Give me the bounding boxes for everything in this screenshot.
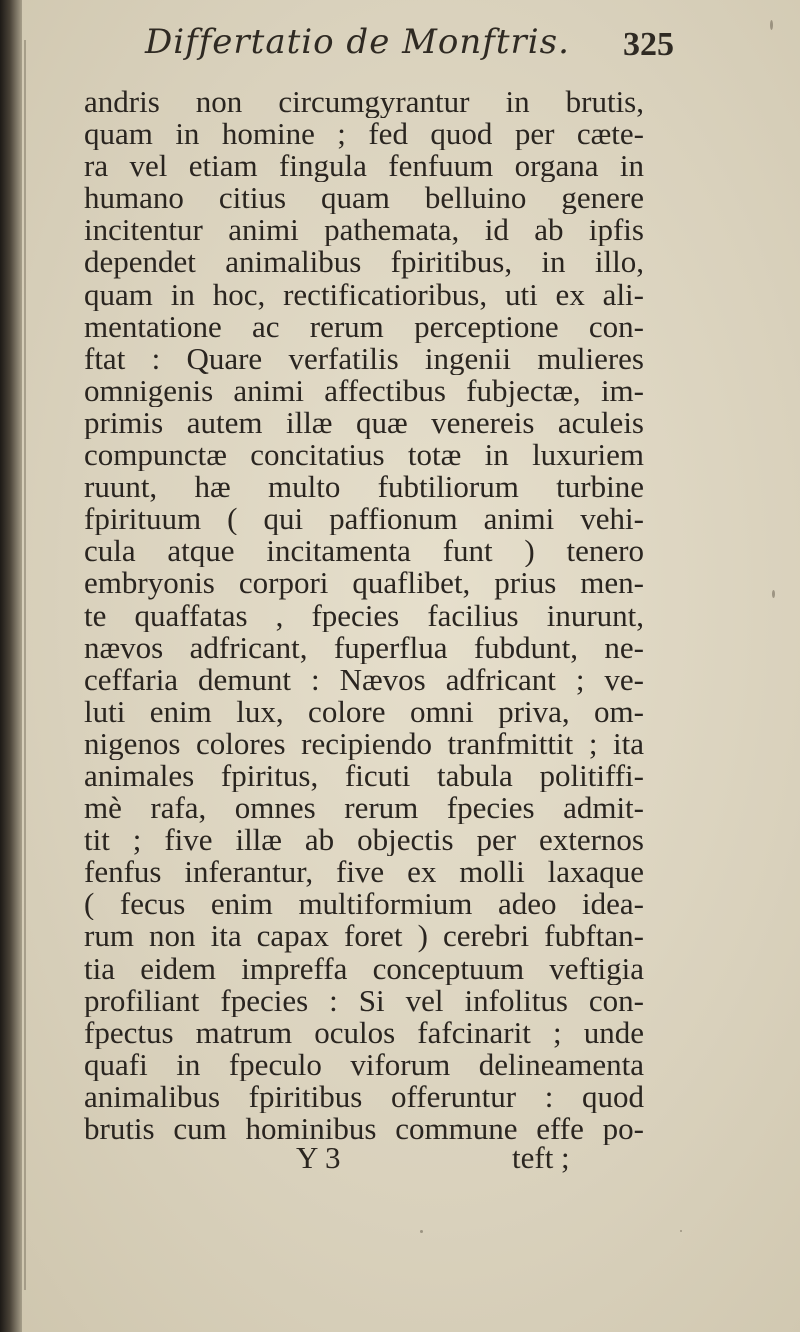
text-line: embryonis corpori quaflibet, prius men- (84, 567, 644, 600)
text-line: incitentur animi pathemata, id ab ipfis (84, 214, 644, 247)
text-line: animales fpiritus, ficuti tabula politiffi- (84, 759, 644, 793)
text-line: quam in hoc, rectificatioribus, uti ex ali- (84, 278, 644, 311)
text-line: profiliant fpecies : Si vel infolitus con- (84, 984, 644, 1017)
text-line: dependet animalibus fpiritibus, in illo, (84, 246, 644, 279)
binding-gutter (0, 0, 22, 1332)
text-line: fenfus inferantur, five ex molli laxaque (84, 856, 644, 889)
text-line: luti enim lux, colore omni priva, om- (84, 695, 644, 728)
text-line: fpectus matrum oculos fafcinarit ; unde (84, 1016, 644, 1049)
body-text (84, 86, 644, 1145)
text-line: quam in homine ; fed quod per cæte- (84, 118, 644, 151)
text-line: tit ; five illæ ab objectis per externos (84, 824, 644, 857)
text-line: primis autem illæ quæ venereis aculeis (84, 406, 644, 440)
text-line: te quaffatas , fpecies facilius inurunt, (84, 599, 644, 632)
page-number: 325 (623, 26, 674, 63)
signature-mark: Y 3 (296, 1140, 341, 1175)
text-line: rum non ita capax foret ) cerebri fubftan- (84, 920, 644, 953)
text-line: omnigenis animi affectibus fubjectæ, im- (84, 374, 644, 407)
text-line: tia eidem impreffa conceptuum veftigia (84, 952, 644, 985)
text-line: andris non circumgyrantur in brutis, (84, 86, 644, 119)
text-line: mentatione ac rerum perceptione con- (84, 310, 644, 343)
paper-speck (770, 20, 773, 30)
text-line: humano citius quam belluino genere (84, 182, 644, 215)
text-line: quafi in fpeculo viforum delineamenta (84, 1048, 644, 1081)
catchword: teft ; (512, 1140, 570, 1175)
text-line: brutis cum hominibus commune effe po- (84, 1113, 644, 1146)
page-header (145, 22, 705, 82)
text-line: nævos adfricant, fuperflua fubdunt, ne- (84, 631, 644, 664)
gutter-shadow (24, 40, 26, 1290)
text-line: nigenos colores recipiendo tranfmittit ; ita (84, 727, 644, 760)
text-line: mè rafa, omnes rerum fpecies admit- (84, 792, 644, 825)
paper-speck (680, 1230, 682, 1232)
text-line: cula atque incitamenta funt ) tenero (84, 535, 644, 568)
paper-speck (772, 590, 775, 598)
text-line: ( fecus enim multiformium adeo idea- (84, 888, 644, 921)
text-line: ruunt, hæ multo fubtiliorum turbine (84, 471, 644, 504)
paper-speck (420, 1230, 423, 1233)
text-line: fpirituum ( qui paffionum animi vehi- (84, 503, 644, 536)
page-footer (84, 1140, 644, 1176)
text-line: ra vel etiam fingula fenfuum organa in (84, 150, 644, 183)
text-line: ftat : Quare verfatilis ingenii mulieres (84, 342, 644, 375)
running-title: Differtatio de Monftris. (145, 22, 570, 62)
text-line: compunctæ concitatius totæ in luxuriem (84, 439, 644, 472)
text-line: ceffaria demunt : Nævos adfricant ; ve- (84, 663, 644, 696)
text-line: animalibus fpiritibus offeruntur : quod (84, 1080, 644, 1113)
